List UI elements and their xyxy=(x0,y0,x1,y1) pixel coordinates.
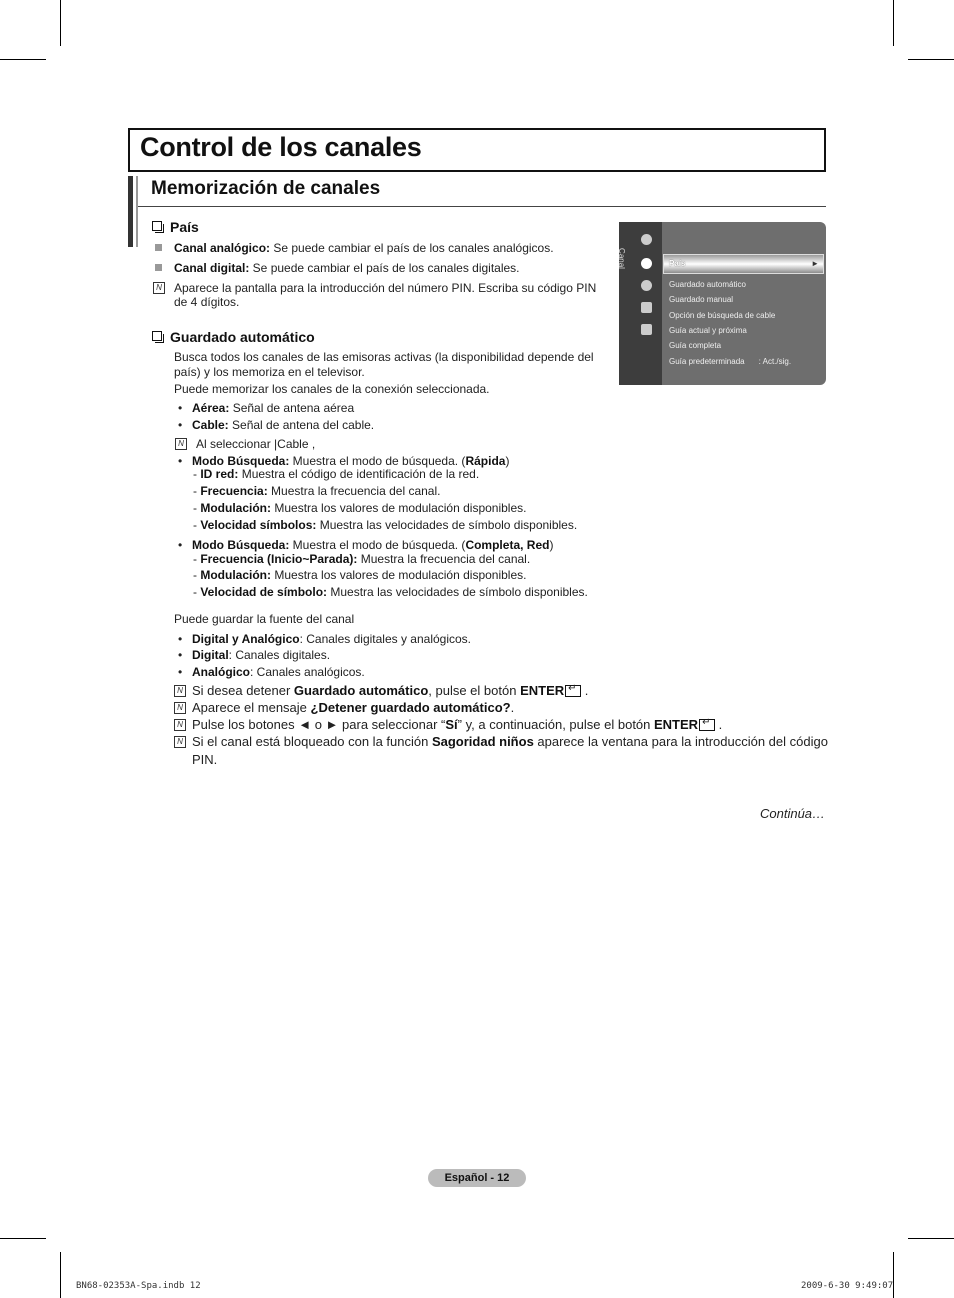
crop-mark xyxy=(908,1238,954,1239)
crop-mark xyxy=(893,1252,894,1298)
input-icon xyxy=(641,302,652,313)
value: Rápida xyxy=(465,454,506,468)
text: . xyxy=(715,717,723,732)
text: Muestra el código de identificación de la red. xyxy=(238,467,480,481)
label: Modo Búsqueda: xyxy=(192,538,290,552)
note4-line2: PIN. xyxy=(192,752,218,767)
text: Muestra los valores de modulación disponibles. xyxy=(271,501,527,515)
text: , pulse el botón xyxy=(428,683,521,698)
label: Canal digital: xyxy=(174,261,250,275)
bullet: • xyxy=(178,454,183,468)
label: Frecuencia: xyxy=(200,484,268,498)
square-bullet-icon xyxy=(155,264,162,271)
note-icon: N xyxy=(153,282,165,294)
vel2-line: - Velocidad de símbolo: Muestra las velocidades de símbolo disponibles. xyxy=(193,585,588,599)
section-bar xyxy=(128,176,133,247)
guardado-intro-3: Puede memorizar los canales de la conexión seleccionada. xyxy=(174,382,490,396)
bold: ¿Detener guardado automático? xyxy=(310,700,511,715)
note2 xyxy=(192,700,514,715)
label: Guía predeterminada xyxy=(669,357,745,366)
enter-label: ENTER xyxy=(520,683,565,698)
bold: Sí xyxy=(445,717,458,732)
tv-menu-item: Guardado automático xyxy=(669,280,746,289)
note4 xyxy=(192,734,828,749)
text: Se puede cambiar el país de los canales digitales. xyxy=(249,261,520,275)
pais-note-line1: Aparece la pantalla para la introducción del número PIN. Escriba su código PIN xyxy=(174,281,597,295)
text: Muestra el modo de búsqueda. ( xyxy=(289,538,466,552)
right-arrow-icon: ► xyxy=(811,259,819,268)
crop-mark xyxy=(60,0,61,46)
setup-gear-icon xyxy=(641,280,652,291)
text: Si desea detener xyxy=(192,683,294,698)
guardado-intro-2: país) y los memoriza en el televisor. xyxy=(174,365,365,379)
modo2-line xyxy=(192,538,553,552)
bullet: • xyxy=(178,648,183,662)
square-bullet-icon xyxy=(155,244,162,251)
text: . xyxy=(510,700,515,715)
tv-menu-item: Opción de búsqueda de cable xyxy=(669,311,776,320)
text: Aparece el mensaje xyxy=(192,700,311,715)
text: Señal de antena aérea xyxy=(229,401,355,415)
an-line xyxy=(192,665,365,679)
tv-menu-item: Guía actual y próxima xyxy=(669,326,747,335)
text: ) xyxy=(549,538,554,552)
text: Muestra la frecuencia del canal. xyxy=(357,552,531,566)
text: Muestra las velocidades de símbolo disponibles. xyxy=(327,585,588,599)
label: Analógico xyxy=(192,665,251,679)
vel-line: - Velocidad símbolos: Muestra las velocidades de símbolo disponibles. xyxy=(193,518,578,532)
text: : Canales analógicos. xyxy=(250,665,365,679)
section-bar xyxy=(136,176,138,247)
fuente-intro: Puede guardar la fuente del canal xyxy=(174,612,355,626)
text: Muestra el modo de búsqueda. ( xyxy=(289,454,466,468)
tv-menu-side-label: Canal xyxy=(616,248,626,269)
text: Muestra los valores de modulación disponibles. xyxy=(271,568,527,582)
channel-icon xyxy=(641,258,652,269)
section-title: Memorización de canales xyxy=(151,178,381,199)
section-rule xyxy=(138,206,826,207)
text: Pulse los botones ◄ o ► para seleccionar “ xyxy=(192,717,446,732)
checkbox-icon xyxy=(152,221,162,231)
continua-text: Continúa… xyxy=(760,806,826,821)
frec-line: - Frecuencia: Muestra la frecuencia del canal. xyxy=(193,484,441,498)
note-icon: N xyxy=(175,438,187,450)
tv-menu-selected-item xyxy=(663,254,824,274)
enter-label: ENTER xyxy=(654,717,699,732)
aerea-line xyxy=(192,401,354,415)
bullet: • xyxy=(178,632,183,646)
label: Digital xyxy=(192,648,229,662)
label: Modulación: xyxy=(200,501,272,515)
crop-mark xyxy=(908,59,954,60)
mod2-line: - Modulación: Muestra los valores de modulación disponibles. xyxy=(193,568,527,582)
label: Modo Búsqueda: xyxy=(192,454,290,468)
text: ) xyxy=(505,454,510,468)
picture-icon xyxy=(641,234,652,245)
bold: Guardado automático xyxy=(293,683,429,698)
text: ” y, a continuación, pulse el botón xyxy=(457,717,654,732)
tv-menu-item-default xyxy=(669,357,791,366)
dig-line xyxy=(192,648,330,662)
support-icon xyxy=(641,324,652,335)
bullet: • xyxy=(178,418,183,432)
label: ID red: xyxy=(200,467,239,481)
bold: Sagoridad niños xyxy=(431,734,534,749)
page-title: Control de los canales xyxy=(140,132,422,162)
dig-an-line xyxy=(192,632,471,646)
label: Frecuencia (Inicio~Parada): xyxy=(200,552,358,566)
value: Completa, Red xyxy=(465,538,550,552)
guardado-intro-1: Busca todos los canales de las emisoras activas (la disponibilidad depende del xyxy=(174,350,594,364)
pais-note-line2: de 4 dígitos. xyxy=(174,295,240,309)
label: Digital y Analógico xyxy=(192,632,300,646)
tv-menu-sidebar xyxy=(616,222,662,385)
note-icon: N xyxy=(174,685,186,697)
text: Muestra las velocidades de símbolo disponibles. xyxy=(316,518,578,532)
cable-note: Al seleccionar |Cable , xyxy=(196,437,316,451)
enter-icon xyxy=(565,685,581,697)
label: Cable: xyxy=(192,418,229,432)
text: Si el canal está bloqueado con la función xyxy=(192,734,432,749)
pais-heading-text: País xyxy=(170,219,199,235)
idred-line: - ID red: Muestra el código de identificación de la red. xyxy=(193,467,480,481)
label: Canal analógico: xyxy=(174,241,271,255)
tv-menu-item: Guía completa xyxy=(669,341,722,350)
text: : Canales digitales. xyxy=(228,648,331,662)
cable-line xyxy=(192,418,374,432)
bullet: • xyxy=(178,401,183,415)
footer-date: 2009-6-30 9:49:07 xyxy=(801,1281,894,1291)
pais-analog-line xyxy=(174,241,554,255)
text: Muestra la frecuencia del canal. xyxy=(267,484,441,498)
text: : Canales digitales y analógicos. xyxy=(299,632,472,646)
text: . xyxy=(581,683,589,698)
guardado-heading-text: Guardado automático xyxy=(170,329,315,345)
crop-mark xyxy=(0,59,46,60)
footer-file: BN68-02353A-Spa.indb 12 xyxy=(76,1281,201,1291)
mod-line: - Modulación: Muestra los valores de modulación disponibles. xyxy=(193,501,527,515)
crop-mark xyxy=(60,1252,61,1298)
pais-heading xyxy=(152,219,199,235)
bullet: • xyxy=(178,538,183,552)
enter-icon xyxy=(699,719,715,731)
crop-mark xyxy=(893,0,894,46)
note-icon: N xyxy=(174,736,186,748)
note1 xyxy=(192,683,588,698)
label: Velocidad de símbolo: xyxy=(200,585,328,599)
guardado-heading xyxy=(152,329,315,345)
text: Se puede cambiar el país de los canales analógicos. xyxy=(270,241,554,255)
tv-menu-item: Guardado manual xyxy=(669,295,734,304)
label: Aérea: xyxy=(192,401,230,415)
note-icon: N xyxy=(174,702,186,714)
note-icon: N xyxy=(174,719,186,731)
tv-menu-screenshot xyxy=(616,222,826,385)
crop-mark xyxy=(0,1238,46,1239)
label: Velocidad símbolos: xyxy=(200,518,317,532)
label: Modulación: xyxy=(200,568,272,582)
text: aparece la ventana para la introducción del código xyxy=(533,734,828,749)
pais-digital-line xyxy=(174,261,520,275)
checkbox-icon xyxy=(152,331,162,341)
note3 xyxy=(192,717,722,732)
frec2-line: - Frecuencia (Inicio~Parada): Muestra la frecuencia del canal. xyxy=(193,552,531,566)
value: : Act./sig. xyxy=(758,357,792,366)
title-box xyxy=(128,128,826,172)
bullet: • xyxy=(178,665,183,679)
page-number: Español - 12 xyxy=(428,1169,526,1187)
tv-menu-selected-label: País xyxy=(669,259,686,268)
modo1-line xyxy=(192,454,509,468)
text: Señal de antena del cable. xyxy=(228,418,375,432)
